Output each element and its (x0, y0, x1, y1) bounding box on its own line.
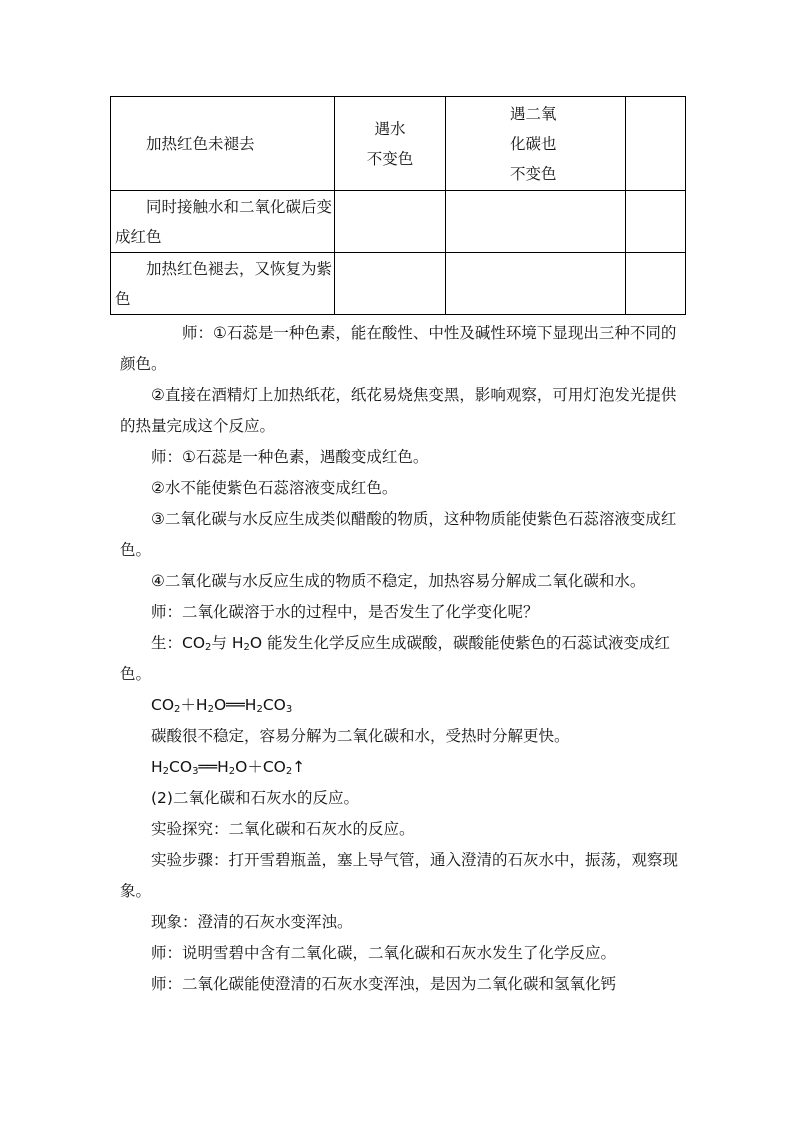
paragraph: ③二氧化碳与水反应生成类似醋酸的物质，这种物质能使紫色石蕊溶液变成红色。 (120, 510, 677, 559)
cell-line: 化碳也 (510, 134, 557, 153)
cell-line: 不变色 (366, 149, 414, 168)
cell-line: 不变色 (510, 164, 557, 183)
paragraph-student-answer (120, 628, 680, 690)
paragraph: 碳酸很不稳定，容易分解为二氧化碳和水，受热时分解更快。 (151, 727, 570, 745)
text-run: H (151, 758, 163, 776)
paragraph: 师：说明雪碧中含有二氧化碳，二氧化碳和石灰水发生了化学反应。 (151, 944, 617, 962)
text-run: O 能发生化学反应生成碳酸，碳酸能使紫色的石蕊试液变成红色。 (120, 634, 671, 683)
cell-text: 同时接触水和二氧化碳后变成红色 (115, 197, 333, 246)
paragraph: ④二氧化碳与水反应生成的物质不稳定，加热容易分解成二氧化碳和水。 (151, 572, 646, 590)
subscript: 3 (285, 704, 293, 715)
table-cell-empty (626, 97, 686, 191)
text-run: CO (151, 696, 175, 714)
gas-arrow: ↑ (292, 758, 306, 776)
paragraph: ②直接在酒精灯上加热纸花，纸花易烧焦变黑，影响观察，可用灯泡发光提供的热量完成这个反应。 (120, 386, 677, 435)
paragraph: 师：①石蕊是一种色素，能在酸性、中性及碱性环境下显现出三种不同的颜色。 (120, 324, 677, 373)
paragraph: 现象：澄清的石灰水变浑浊。 (151, 913, 353, 931)
paragraph: 实验步骤：打开雪碧瓶盖，塞上导气管，通入澄清的石灰水中，振荡，观察现象。 (120, 851, 679, 900)
cell-text: 加热红色褪去，又恢复为紫色 (115, 259, 333, 308)
body-text (120, 318, 680, 1000)
table-cell-empty (626, 191, 686, 253)
text-run: CO (262, 696, 286, 714)
subscript: 2 (256, 704, 263, 715)
subscript: 3 (192, 766, 199, 777)
subscript: 2 (228, 766, 236, 777)
cell-text: 加热红色未褪去 (146, 134, 255, 153)
subscript: 2 (207, 704, 214, 715)
table-cell-empty (446, 253, 626, 315)
table-cell-empty (335, 191, 446, 253)
subscript: 2 (174, 704, 181, 715)
paragraph: 师：①石蕊是一种色素，遇酸变成红色。 (151, 448, 429, 466)
paragraph: 师：二氧化碳溶于水的过程中，是否发生了化学变化呢？ (151, 603, 539, 621)
table-cell-co2 (446, 97, 626, 191)
subscript: 2 (162, 766, 170, 777)
table-row (111, 97, 686, 191)
table-cell-empty (626, 253, 686, 315)
text-run: ══H (198, 758, 229, 776)
paragraph: (2)二氧化碳和石灰水的反应。 (151, 789, 359, 807)
text-run: 生：CO (151, 634, 206, 652)
paragraph: 师：二氧化碳能使澄清的石灰水变浑浊，是因为二氧化碳和氢氧化钙 (151, 975, 617, 993)
experiment-table (110, 96, 686, 315)
text-run: O＋CO (235, 758, 286, 776)
paragraph: ②水不能使紫色石蕊溶液变成红色。 (151, 479, 398, 497)
text-run: 与 H (211, 634, 244, 652)
table-cell-empty (335, 253, 446, 315)
subscript: 2 (205, 642, 212, 653)
cell-line: 遇水 (374, 119, 406, 138)
table-cell-phenomenon (111, 253, 335, 315)
text-run: O══H (213, 696, 257, 714)
subscript: 2 (285, 766, 293, 777)
table-cell-phenomenon (111, 97, 335, 191)
paragraph: 实验探究：二氧化碳和石灰水的反应。 (151, 820, 415, 838)
cell-line: 遇二氧 (510, 104, 557, 123)
table-row (111, 253, 686, 315)
text-run: ＋H (180, 696, 208, 714)
table-cell-phenomenon (111, 191, 335, 253)
table-cell-empty (446, 191, 626, 253)
table-row (111, 191, 686, 253)
equation-carbonic-acid-formation (120, 690, 680, 721)
table-cell-water (335, 97, 446, 191)
subscript: 2 (243, 642, 250, 653)
equation-carbonic-acid-decomposition (120, 752, 680, 783)
text-run: CO (169, 758, 193, 776)
